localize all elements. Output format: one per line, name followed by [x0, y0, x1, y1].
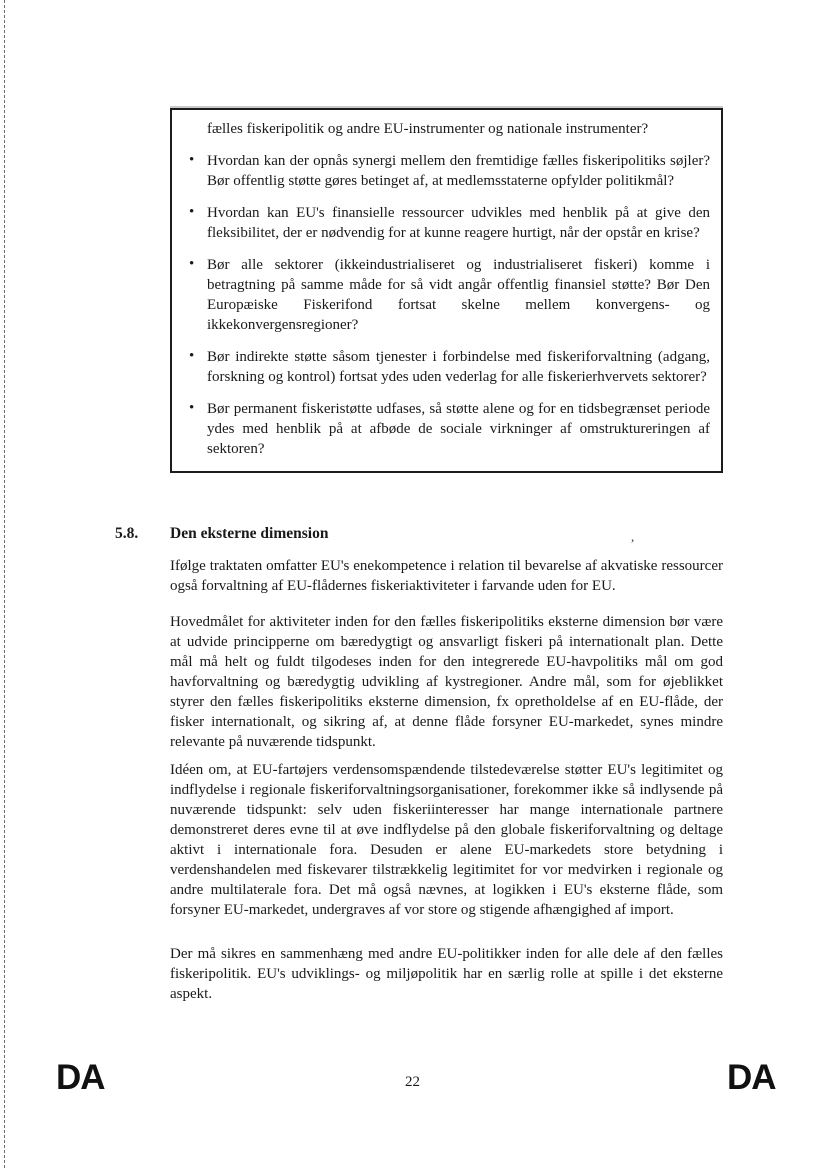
list-item-text: Bør indirekte støtte såsom tjenester i forbindelse med fiskeriforvaltning (adgang, forskning og kontrol) fortsat ydes uden vederlag for alle fiskerierhvervets sektorer?	[207, 349, 710, 385]
list-item	[180, 255, 710, 335]
page-edge-scan-line	[4, 0, 5, 1168]
scan-artifact-speck: ,	[631, 529, 635, 544]
list-item	[180, 347, 710, 387]
list-item-text: Hvordan kan EU's finansielle ressourcer udvikles med henblik på at give den fleksibilitet, der er nødvendig for at kunne reagere hurtigt, når der opstår en krise?	[207, 205, 710, 241]
paragraph: Der må sikres en sammenhæng med andre EU-politikker inden for alle dele af den fælles fiskeripolitik. EU's udviklings- og miljøpolitik har en særlig rolle at spille i det eksterne aspekt.	[170, 946, 723, 1002]
question-box	[170, 108, 723, 473]
list-item-text: Bør permanent fiskeristøtte udfases, så støtte alene og for en tidsbegrænset periode ydes med henblik på at afbøde de sociale virkninger af omstruktureringen af sektoren?	[207, 401, 710, 457]
section-title: Den eksterne dimension	[170, 525, 329, 542]
bullet-icon: •	[189, 348, 195, 364]
language-code-left: DA	[56, 1058, 105, 1097]
list-item	[180, 151, 710, 191]
bullet-icon: •	[189, 400, 195, 416]
list-item	[180, 203, 710, 243]
question-box-intro-line: fælles fiskeripolitik og andre EU-instrumenter og nationale instrumenter?	[207, 121, 649, 137]
list-item-text: Bør alle sektorer (ikkeindustrialiseret og industrialiseret fiskeri) komme i betragtning på samme måde for så vidt angår offentlig finansiel støtte? Bør Den Europæiske Fiskerifond fortsat skelne mellem konvergens- og ikkekonvergensregioner?	[207, 257, 710, 333]
paragraph: Ifølge traktaten omfatter EU's enekompetence i relation til bevarelse af akvatiske ressourcer også forvaltning af EU-flådernes fiskeriaktiviteter i farvande uden for EU.	[170, 558, 723, 594]
bullet-icon: •	[189, 152, 195, 168]
bullet-icon: •	[189, 256, 195, 272]
paragraph: Idéen om, at EU-fartøjers verdensomspændende tilstedeværelse støtter EU's legitimitet og indflydelse i regionale fiskeriforvaltningsorganisationer, forekommer ikke så indlysende på nuværende tidspunkt: selv uden fiskeriinteresser har mange internationale partnere demonstreret deres evne til at øve indflydelse på den globale fiskeriforvaltning og deltage aktivt i internationale fora. Desuden er alene EU-markedets store betydning i verdenshandelen med fiskevarer tilstrækkelig legitimitet for vor medvirken i regionale og andre multilaterale fora. Det må også nævnes, at logikken i EU's eksterne flåde, som forsyner EU-markedet, undergraves af vor store og stigende afhængighed af import.	[170, 762, 723, 918]
page-number: 22	[405, 1074, 420, 1090]
language-code-right: DA	[727, 1058, 776, 1097]
list-item	[180, 399, 710, 459]
list-item-text: Hvordan kan der opnås synergi mellem den fremtidige fælles fiskeripolitiks søjler? Bør offentlig støtte gøres betinget af, at medlemsstaterne opfylder politikmål?	[207, 153, 710, 189]
section-number: 5.8.	[115, 525, 139, 542]
paragraph: Hovedmålet for aktiviteter inden for den fælles fiskeripolitiks eksterne dimension bør være at udvide principperne om bæredygtigt og ansvarligt fiskeri på internationalt plan. Dette mål må helt og fuldt tilgodeses inden for den integrerede EU-havpolitiks mål om god havforvaltning og bæredygtig udvikling af kystregioner. Andre mål, som for øjeblikket styrer den fælles fiskeripolitiks eksterne dimension, fx opretholdelse af en EU-flåde, der fisker internationalt, og sikring af, at denne flåde forsyner EU-markedet, synes mindre relevante på nuværende tidspunkt.	[170, 614, 723, 750]
bullet-icon: •	[189, 204, 195, 220]
